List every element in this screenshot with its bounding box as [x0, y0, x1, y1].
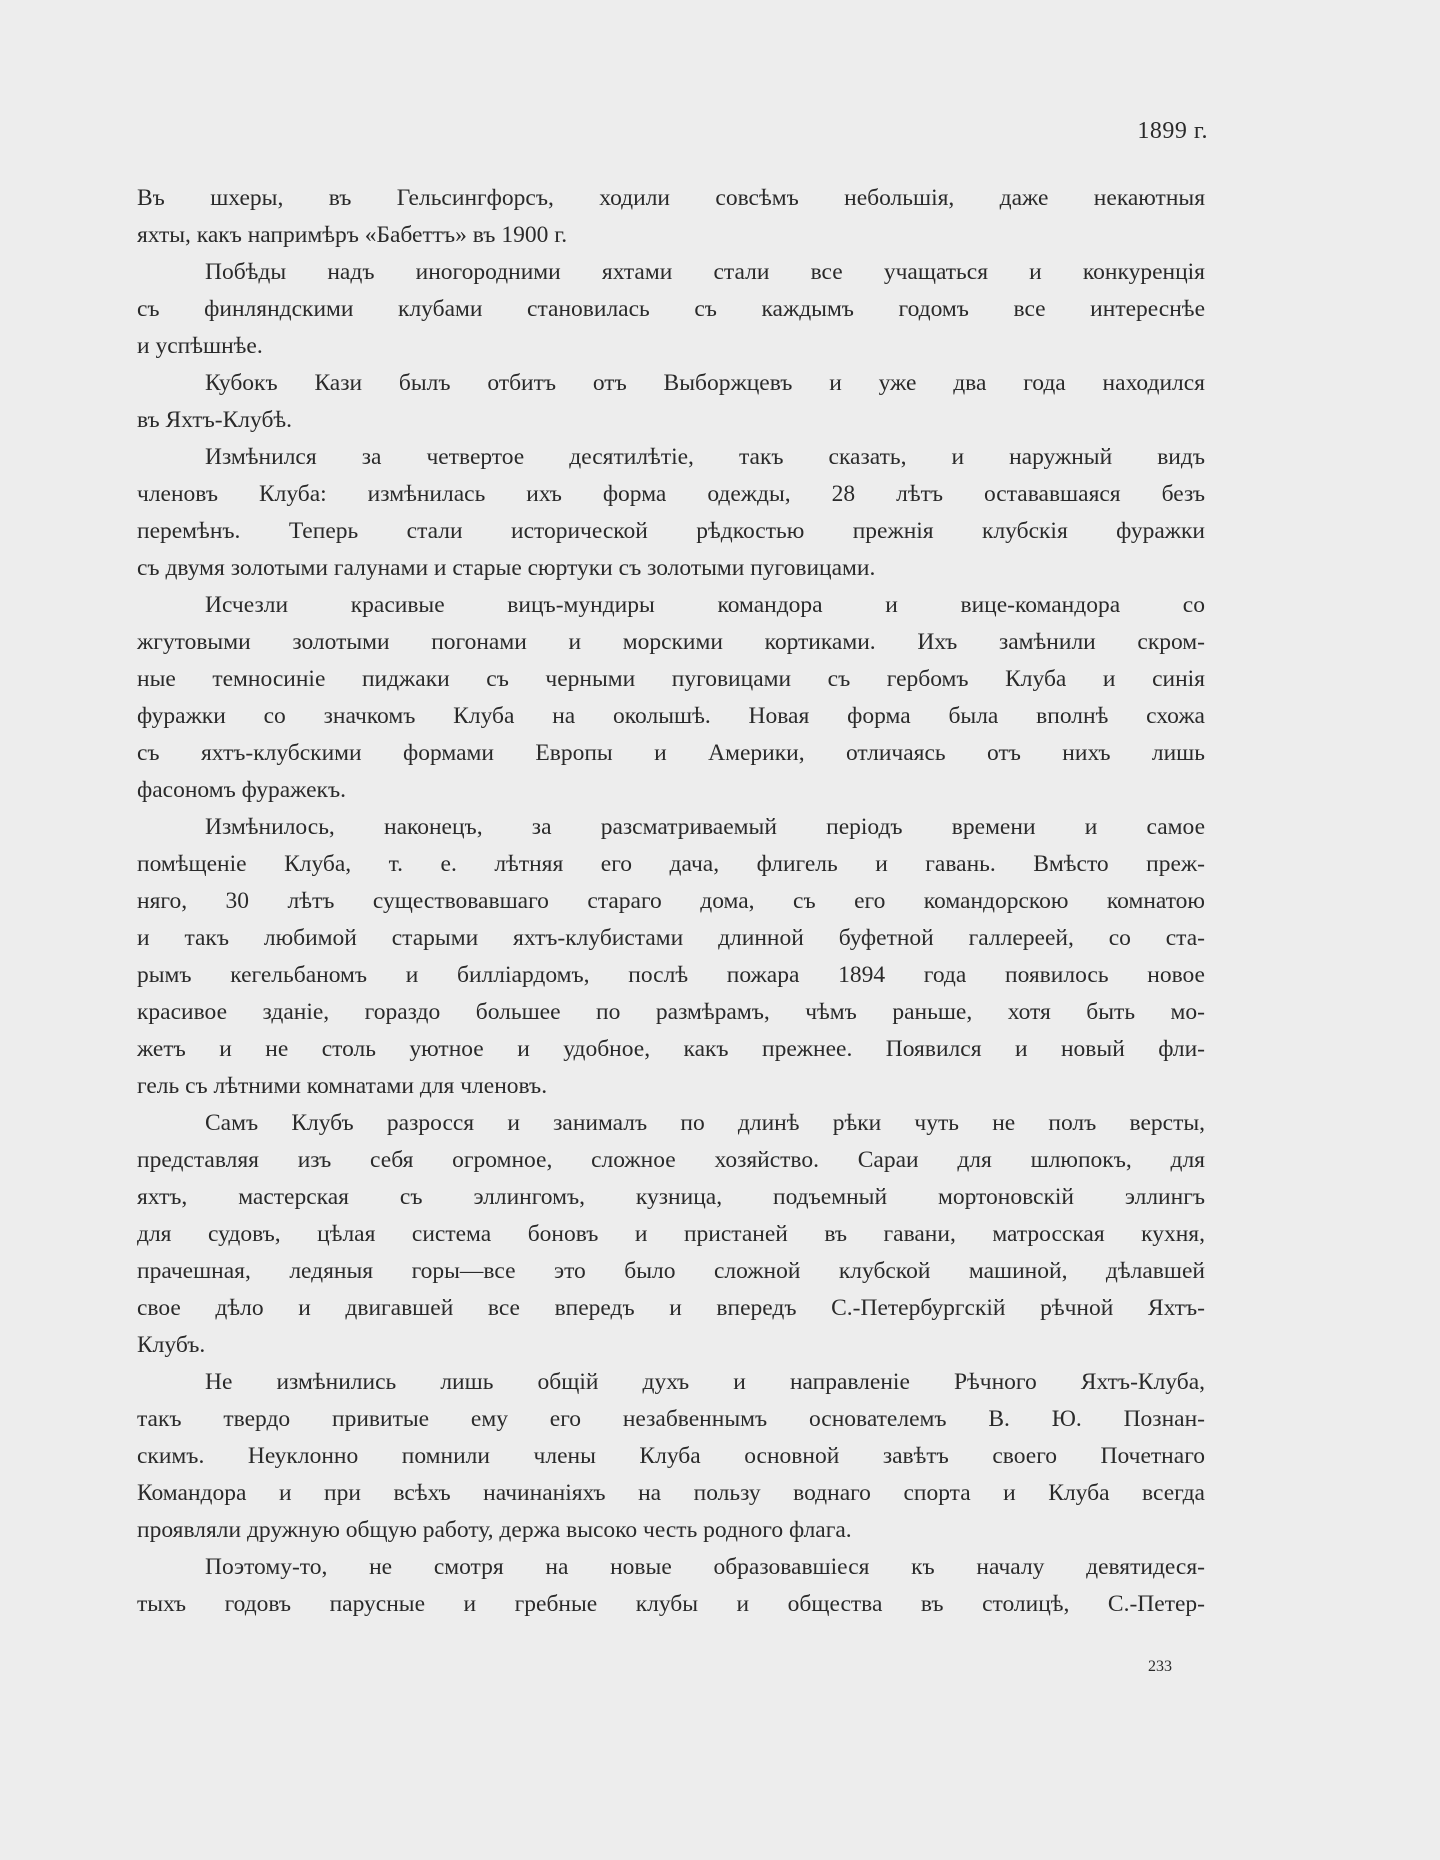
- paragraph: [137, 1105, 1205, 1364]
- text-line: такъ твердо привитые ему его незабвеннымъ основателемъ В. Ю. Познан-: [137, 1406, 1205, 1432]
- text-line: Не измѣнились лишь общій духъ и направленіе Рѣчного Яхтъ-Клуба,: [205, 1369, 1205, 1395]
- text-line: съ двумя золотыми галунами и старые сюртуки съ золотыми пуговицами.: [137, 555, 876, 581]
- paragraph: [137, 1549, 1205, 1623]
- paragraph: [137, 180, 1205, 254]
- page-number: 233: [1148, 1658, 1172, 1675]
- paragraph: [137, 254, 1205, 365]
- text-line: съ финляндскими клубами становилась съ каждымъ годомъ все интереснѣе: [137, 296, 1205, 322]
- text-line: проявляли дружную общую работу, держа высоко честь родного флага.: [137, 1517, 852, 1543]
- paragraph: [137, 1364, 1205, 1549]
- text-line: свое дѣло и двигавшей все впередъ и впередъ С.-Петербургскій рѣчной Яхтъ-: [137, 1295, 1205, 1321]
- running-head: 1899 г.: [1137, 118, 1208, 144]
- text-line: и такъ любимой старыми яхтъ-клубистами длинной буфетной галлереей, со ста-: [137, 925, 1205, 951]
- text-line: красивое зданіе, гораздо большее по размѣрамъ, чѣмъ раньше, хотя быть мо-: [137, 999, 1205, 1025]
- text-line: и успѣшнѣе.: [137, 333, 263, 359]
- text-line: членовъ Клуба: измѣнилась ихъ форма одежды, 28 лѣтъ остававшаяся безъ: [137, 481, 1205, 507]
- text-line: помѣщеніе Клуба, т. е. лѣтняя его дача, флигель и гавань. Вмѣсто преж-: [137, 851, 1205, 877]
- text-line: прачешная, ледяныя горы—все это было сложной клубской машиной, дѣлавшей: [137, 1258, 1205, 1284]
- text-line: фасономъ фуражекъ.: [137, 777, 346, 803]
- text-line: фуражки со значкомъ Клуба на околышѣ. Новая форма была вполнѣ схожа: [137, 703, 1205, 729]
- text-line: ные темносиніе пиджаки съ черными пуговицами съ гербомъ Клуба и синія: [137, 666, 1205, 692]
- text-line: Измѣнилось, наконецъ, за разсматриваемый періодъ времени и самое: [205, 814, 1205, 840]
- text-line: Кубокъ Кази былъ отбитъ отъ Выборжцевъ и уже два года находился: [205, 370, 1205, 396]
- text-line: Исчезли красивые вицъ-мундиры командора и вице-командора со: [205, 592, 1205, 618]
- text-line: жгутовыми золотыми погонами и морскими кортиками. Ихъ замѣнили скром-: [137, 629, 1205, 655]
- paragraph: [137, 365, 1205, 439]
- text-line: Въ шхеры, въ Гельсингфорсъ, ходили совсѣмъ небольшія, даже некаютныя: [137, 185, 1205, 211]
- text-line: скимъ. Неуклонно помнили члены Клуба основной завѣтъ своего Почетнаго: [137, 1443, 1205, 1469]
- text-line: няго, 30 лѣтъ существовавшаго стараго дома, съ его командорскою комнатою: [137, 888, 1205, 914]
- text-line: гель съ лѣтними комнатами для членовъ.: [137, 1073, 548, 1099]
- text-line: Побѣды надъ иногородними яхтами стали все учащаться и конкуренція: [205, 259, 1205, 285]
- text-line: Командора и при всѣхъ начинаніяхъ на пользу воднаго спорта и Клуба всегда: [137, 1480, 1205, 1506]
- text-line: тыхъ годовъ парусные и гребные клубы и общества въ столицѣ, С.-Петер-: [137, 1591, 1205, 1617]
- text-line: для судовъ, цѣлая система боновъ и пристаней въ гавани, матросская кухня,: [137, 1221, 1205, 1247]
- paragraph: [137, 439, 1205, 587]
- text-line: Клубъ.: [137, 1332, 206, 1358]
- text-line: Самъ Клубъ разросся и занималъ по длинѣ рѣки чуть не полъ версты,: [205, 1110, 1205, 1136]
- text-line: Поэтому-то, не смотря на новые образовавшіеся къ началу девятидеся-: [205, 1554, 1205, 1580]
- text-line: перемѣнъ. Теперь стали исторической рѣдкостью прежнія клубскія фуражки: [137, 518, 1205, 544]
- text-line: яхтъ, мастерская съ эллингомъ, кузница, подъемный мортоновскій эллингъ: [137, 1184, 1205, 1210]
- body-text: [137, 180, 1205, 1623]
- text-line: жетъ и не столь уютное и удобное, какъ прежнее. Появился и новый фли-: [137, 1036, 1205, 1062]
- text-line: въ Яхтъ-Клубѣ.: [137, 407, 293, 433]
- paragraph: [137, 809, 1205, 1105]
- text-line: Измѣнился за четвертое десятилѣтіе, такъ сказать, и наружный видъ: [205, 444, 1205, 470]
- text-line: рымъ кегельбаномъ и билліардомъ, послѣ пожара 1894 года появилось новое: [137, 962, 1205, 988]
- text-line: яхты, какъ напримѣръ «Бабеттъ» въ 1900 г.: [137, 222, 568, 248]
- text-line: съ яхтъ-клубскими формами Европы и Америки, отличаясь отъ нихъ лишь: [137, 740, 1205, 766]
- text-line: представляя изъ себя огромное, сложное хозяйство. Сараи для шлюпокъ, для: [137, 1147, 1205, 1173]
- paragraph: [137, 587, 1205, 809]
